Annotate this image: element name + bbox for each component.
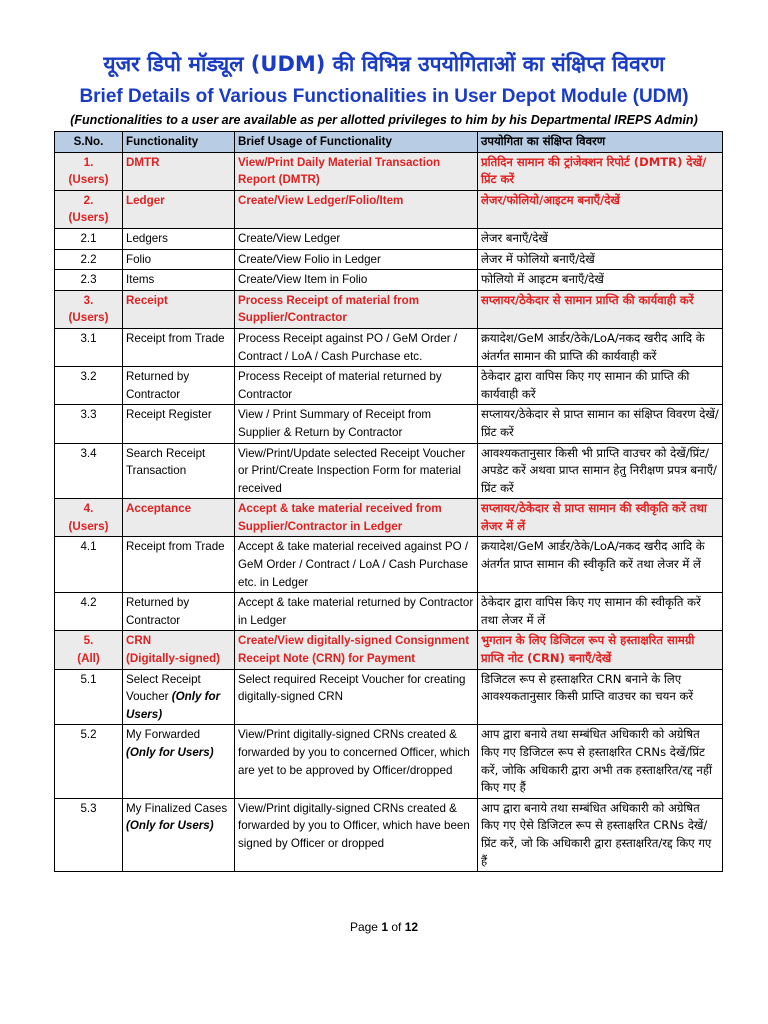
table-row	[55, 537, 723, 593]
cell-usage: Create/View Ledger	[235, 228, 478, 249]
cell-usage: View/Print/Update selected Receipt Voucher or Print/Create Inspection Form for material received	[235, 443, 478, 499]
cell-hindi-usage: सप्लायर/ठेकेदार से सामान प्राप्ति की कार्यवाही करें	[478, 290, 723, 328]
functionality-name: Acceptance	[126, 502, 192, 516]
functionality-note: (Only for Users)	[126, 819, 214, 833]
header-sno: S.No.	[55, 132, 123, 153]
functionality-name: Select Receipt Voucher	[126, 672, 201, 704]
page-footer	[0, 920, 768, 934]
table-header-row	[55, 132, 723, 153]
functionality-name: Receipt	[126, 293, 168, 307]
cell-hindi-usage: ठेकेदार द्वारा वापिस किए गए सामान की प्राप्ति की कार्यवाही करें	[478, 367, 723, 405]
cell-usage: Process Receipt of material from Supplier/Contractor	[235, 290, 478, 328]
cell-sno: 2. (Users)	[55, 190, 123, 228]
cell-functionality	[123, 537, 235, 593]
cell-sno: 3. (Users)	[55, 290, 123, 328]
header-functionality: Functionality	[123, 132, 235, 153]
functionality-name: Returned by Contractor	[126, 596, 190, 627]
functionality-name: My Forwarded	[126, 728, 201, 742]
functionality-name: Search Receipt Transaction	[126, 446, 206, 478]
table-row	[55, 228, 723, 249]
footer-prefix: Page	[349, 920, 382, 934]
table-row	[55, 593, 723, 631]
cell-usage: Select required Receipt Voucher for creating digitally-signed CRN	[235, 669, 478, 725]
cell-functionality	[123, 190, 235, 228]
functionality-name: Ledgers	[126, 231, 168, 245]
cell-usage: View/Print digitally-signed CRNs created & forwarded by you to Officer, which have been signed by Officer or dropped	[235, 798, 478, 871]
cell-sno: 5.1	[55, 669, 123, 725]
cell-hindi-usage: सप्लायर/ठेकेदार से प्राप्त सामान का संक्षिप्त विवरण देखें/प्रिंट करें	[478, 405, 723, 443]
cell-functionality	[123, 725, 235, 798]
cell-usage: View/Print Daily Material Transaction Report (DMTR)	[235, 152, 478, 190]
cell-hindi-usage: आप द्वारा बनाये तथा सम्बंधित अधिकारी को अग्रेषित किए गए डिजिटल रूप से हस्ताक्षरित CRNs देखें/प्रिंट करें, जोकि अधिकारी द्वारा अभी तक हस्ताक्षरित/रद्द नहीं किए गए हैं	[478, 725, 723, 798]
page-title-hindi: यूजर डिपो मॉड्यूल (UDM) की विभिन्न उपयोगिताओं का संक्षिप्त विवरण	[103, 52, 665, 76]
cell-usage: Create/View Item in Folio	[235, 270, 478, 291]
header-hindi-usage: उपयोगिता का संक्षिप्त विवरण	[478, 132, 723, 153]
cell-hindi-usage: आप द्वारा बनाये तथा सम्बंधित अधिकारी को अग्रेषित किए गए ऐसे डिजिटल रूप से हस्ताक्षरित CRNs देखें/प्रिंट करें, जो कि अधिकारी द्वारा हस्ताक्षरित/रद्द किए गए हैं	[478, 798, 723, 871]
cell-hindi-usage: डिजिटल रूप से हस्ताक्षरित CRN बनाने के लिए आवश्यकतानुसार किसी प्राप्ति वाउचर का चयन करें	[478, 669, 723, 725]
functionality-name: Returned by Contractor	[126, 370, 190, 401]
functionality-name: My Finalized Cases	[126, 801, 228, 815]
cell-sno: 3.3	[55, 405, 123, 443]
cell-sno: 3.1	[55, 328, 123, 366]
table-row	[55, 290, 723, 328]
cell-sno: 5.3	[55, 798, 123, 871]
functionality-name: DMTR	[126, 155, 160, 169]
cell-hindi-usage: क्रयादेश/GeM आर्डर/ठेके/LoA/नकद खरीद आदि के अंतर्गत प्राप्त सामान की स्वीकृति करें तथा लेजर में लें	[478, 537, 723, 593]
functionality-name: Receipt from Trade	[126, 331, 225, 345]
cell-usage: Create/View digitally-signed Consignment Receipt Note (CRN) for Payment	[235, 631, 478, 669]
cell-sno: 5.2	[55, 725, 123, 798]
cell-sno: 2.1	[55, 228, 123, 249]
footer-mid: of	[388, 920, 405, 934]
cell-functionality	[123, 228, 235, 249]
cell-usage: View / Print Summary of Receipt from Supplier & Return by Contractor	[235, 405, 478, 443]
functionality-note: (Only for Users)	[126, 746, 214, 759]
cell-sno: 1. (Users)	[55, 152, 123, 190]
cell-hindi-usage: लेजर में फोलियो बनाएँ/देखें	[478, 249, 723, 270]
functionality-name: Items	[126, 273, 155, 287]
cell-sno: 3.2	[55, 367, 123, 405]
cell-hindi-usage: लेजर बनाएँ/देखें	[478, 228, 723, 249]
functionality-name: Receipt Register	[126, 408, 212, 422]
page-subtitle: (Functionalities to a user are available as per allotted privileges to him by his Departmental IREPS Admin)	[70, 113, 698, 127]
cell-functionality	[123, 631, 235, 669]
table-row	[55, 631, 723, 669]
cell-usage: Create/View Folio in Ledger	[235, 249, 478, 270]
cell-functionality	[123, 593, 235, 631]
cell-functionality	[123, 290, 235, 328]
functionality-table	[54, 131, 723, 872]
cell-functionality	[123, 328, 235, 366]
cell-hindi-usage: आवश्यकतानुसार किसी भी प्राप्ति वाउचर को देखें/प्रिंट/अपडेट करें अथवा प्राप्त सामान हेतु निरीक्षण प्रपत्र बनाएँ/प्रिंट करें	[478, 443, 723, 499]
cell-functionality	[123, 669, 235, 725]
cell-hindi-usage: भुगतान के लिए डिजिटल रूप से हस्ताक्षरित सामग्री प्राप्ति नोट (CRN) बनाएँ/देखें	[478, 631, 723, 669]
cell-functionality	[123, 367, 235, 405]
cell-sno: 4.2	[55, 593, 123, 631]
table-row	[55, 270, 723, 291]
functionality-name: CRN (Digitally-signed)	[126, 634, 221, 666]
cell-hindi-usage: ठेकेदार द्वारा वापिस किए गए सामान की स्वीकृति करें तथा लेजर में लें	[478, 593, 723, 631]
cell-usage: Create/View Ledger/Folio/Item	[235, 190, 478, 228]
cell-functionality	[123, 798, 235, 871]
table-row	[55, 798, 723, 871]
cell-functionality	[123, 249, 235, 270]
functionality-name: Folio	[126, 252, 152, 266]
table-row	[55, 725, 723, 798]
header-usage: Brief Usage of Functionality	[235, 132, 478, 153]
footer-current-page: 1	[381, 920, 388, 934]
cell-functionality	[123, 405, 235, 443]
functionality-name: Receipt from Trade	[126, 540, 225, 554]
cell-functionality	[123, 270, 235, 291]
cell-hindi-usage: लेजर/फोलियो/आइटम बनाएँ/देखें	[478, 190, 723, 228]
cell-usage: Accept & take material received from Supplier/Contractor in Ledger	[235, 499, 478, 537]
functionality-note: (Only for Users)	[126, 690, 221, 721]
cell-functionality	[123, 152, 235, 190]
cell-functionality	[123, 499, 235, 537]
table-row	[55, 367, 723, 405]
table-row	[55, 249, 723, 270]
table-row	[55, 405, 723, 443]
cell-sno: 5. (All)	[55, 631, 123, 669]
table-row	[55, 499, 723, 537]
table-row	[55, 152, 723, 190]
cell-hindi-usage: सप्लायर/ठेकेदार से प्राप्त सामान की स्वीकृति करें तथा लेजर में लें	[478, 499, 723, 537]
cell-sno: 3.4	[55, 443, 123, 499]
functionality-name: Ledger	[126, 193, 165, 207]
table-row	[55, 443, 723, 499]
cell-usage: Process Receipt against PO / GeM Order / Contract / LoA / Cash Purchase etc.	[235, 328, 478, 366]
table-row	[55, 190, 723, 228]
cell-hindi-usage: क्रयादेश/GeM आर्डर/ठेके/LoA/नकद खरीद आदि के अंतर्गत सामान की प्राप्ति की कार्यवाही करें	[478, 328, 723, 366]
cell-usage: Accept & take material received against PO / GeM Order / Contract / LoA / Cash Purchase etc. in Ledger	[235, 537, 478, 593]
cell-hindi-usage: प्रतिदिन सामान की ट्रांजेक्शन रिपोर्ट (DMTR) देखें/प्रिंट करें	[478, 152, 723, 190]
cell-sno: 4. (Users)	[55, 499, 123, 537]
cell-sno: 4.1	[55, 537, 123, 593]
cell-sno: 2.2	[55, 249, 123, 270]
cell-functionality	[123, 443, 235, 499]
table-row	[55, 328, 723, 366]
cell-usage: Accept & take material returned by Contractor in Ledger	[235, 593, 478, 631]
cell-usage: View/Print digitally-signed CRNs created & forwarded by you to concerned Officer, which are yet to be approved by Officer/dropped	[235, 725, 478, 798]
cell-usage: Process Receipt of material returned by Contractor	[235, 367, 478, 405]
page-title-english: Brief Details of Various Functionalities in User Depot Module (UDM)	[79, 86, 689, 107]
cell-hindi-usage: फोलियो में आइटम बनाएँ/देखें	[478, 270, 723, 291]
cell-sno: 2.3	[55, 270, 123, 291]
table-row	[55, 669, 723, 725]
footer-total-pages: 12	[404, 920, 419, 934]
